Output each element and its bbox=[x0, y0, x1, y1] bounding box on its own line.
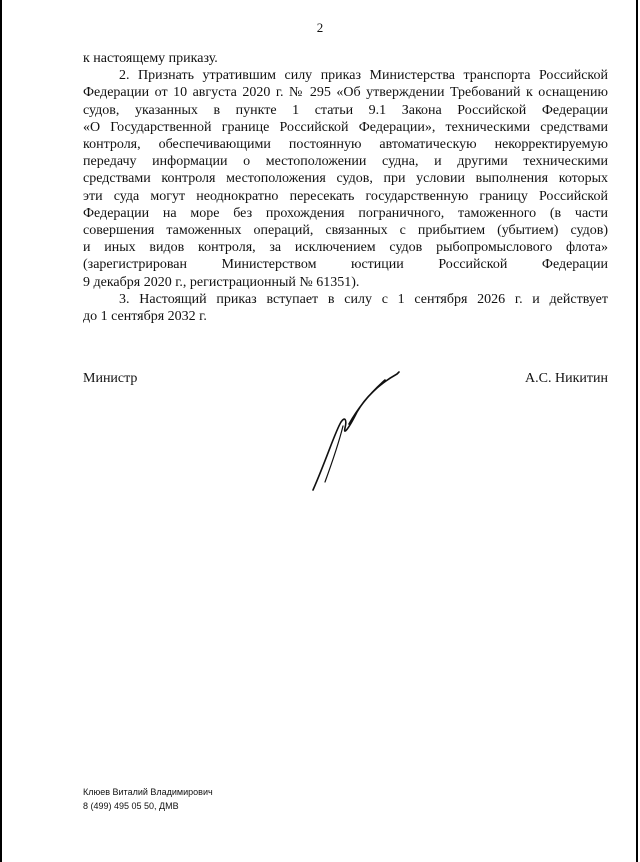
signatory-name: А.С. Никитин bbox=[525, 371, 608, 386]
text-line: «О Государственной границе Российской Федерации», техническими средствами bbox=[83, 119, 608, 135]
footer-contact bbox=[83, 785, 213, 813]
text-line: совершения таможенных операций, связанных с прибытием (убытием) судов) bbox=[83, 223, 608, 239]
text-line: передачу информации о местоположении судна, и другими техническими bbox=[83, 154, 608, 170]
text-line: Федерации на море без прохождения пограничного, таможенного (в части bbox=[83, 205, 608, 221]
page-number: 2 bbox=[316, 20, 324, 35]
paragraph-3 bbox=[83, 291, 608, 325]
scan-edge-left bbox=[0, 0, 2, 862]
signatory-title: Министр bbox=[83, 371, 138, 386]
paragraph-continuation bbox=[83, 50, 608, 67]
text-line: контроля, обеспечивающими постоянную автоматическую некорректируемую bbox=[83, 137, 608, 153]
text-line: эти суда могут неоднократно пересекать государственную границу Российской bbox=[83, 188, 608, 204]
scan-edge-right bbox=[636, 0, 638, 862]
paragraph-2 bbox=[83, 67, 608, 291]
author-phone: 8 (499) 495 05 50, ДМВ bbox=[83, 801, 179, 811]
text-line: (зарегистрирован Министерством юстиции Российской Федерации bbox=[83, 257, 608, 273]
text-line: 2. Признать утратившим силу приказ Министерства транспорта Российской bbox=[119, 68, 608, 84]
text-line: средствами контроля местоположения судов, при условии выполнения которых bbox=[83, 171, 608, 187]
text-line: 9 декабря 2020 г., регистрационный № 61351). bbox=[83, 274, 360, 290]
document-body bbox=[83, 50, 608, 325]
text-line: до 1 сентября 2032 г. bbox=[83, 309, 207, 325]
text-line: к настоящему приказу. bbox=[83, 51, 218, 66]
text-line: 3. Настоящий приказ вступает в силу с 1 сентября 2026 г. и действует bbox=[119, 291, 608, 307]
text-line: и иных видов контроля, за исключением судов рыбопромыслового флота» bbox=[83, 240, 608, 256]
text-line: Федерации от 10 августа 2020 г. № 295 «Об утверждении Требований к оснащению bbox=[83, 85, 608, 101]
text-line: судов, указанных в пункте 1 статьи 9.1 Закона Российской Федерации bbox=[83, 102, 608, 118]
author-name: Клюев Виталий Владимирович bbox=[83, 787, 213, 797]
handwritten-signature bbox=[305, 366, 415, 496]
